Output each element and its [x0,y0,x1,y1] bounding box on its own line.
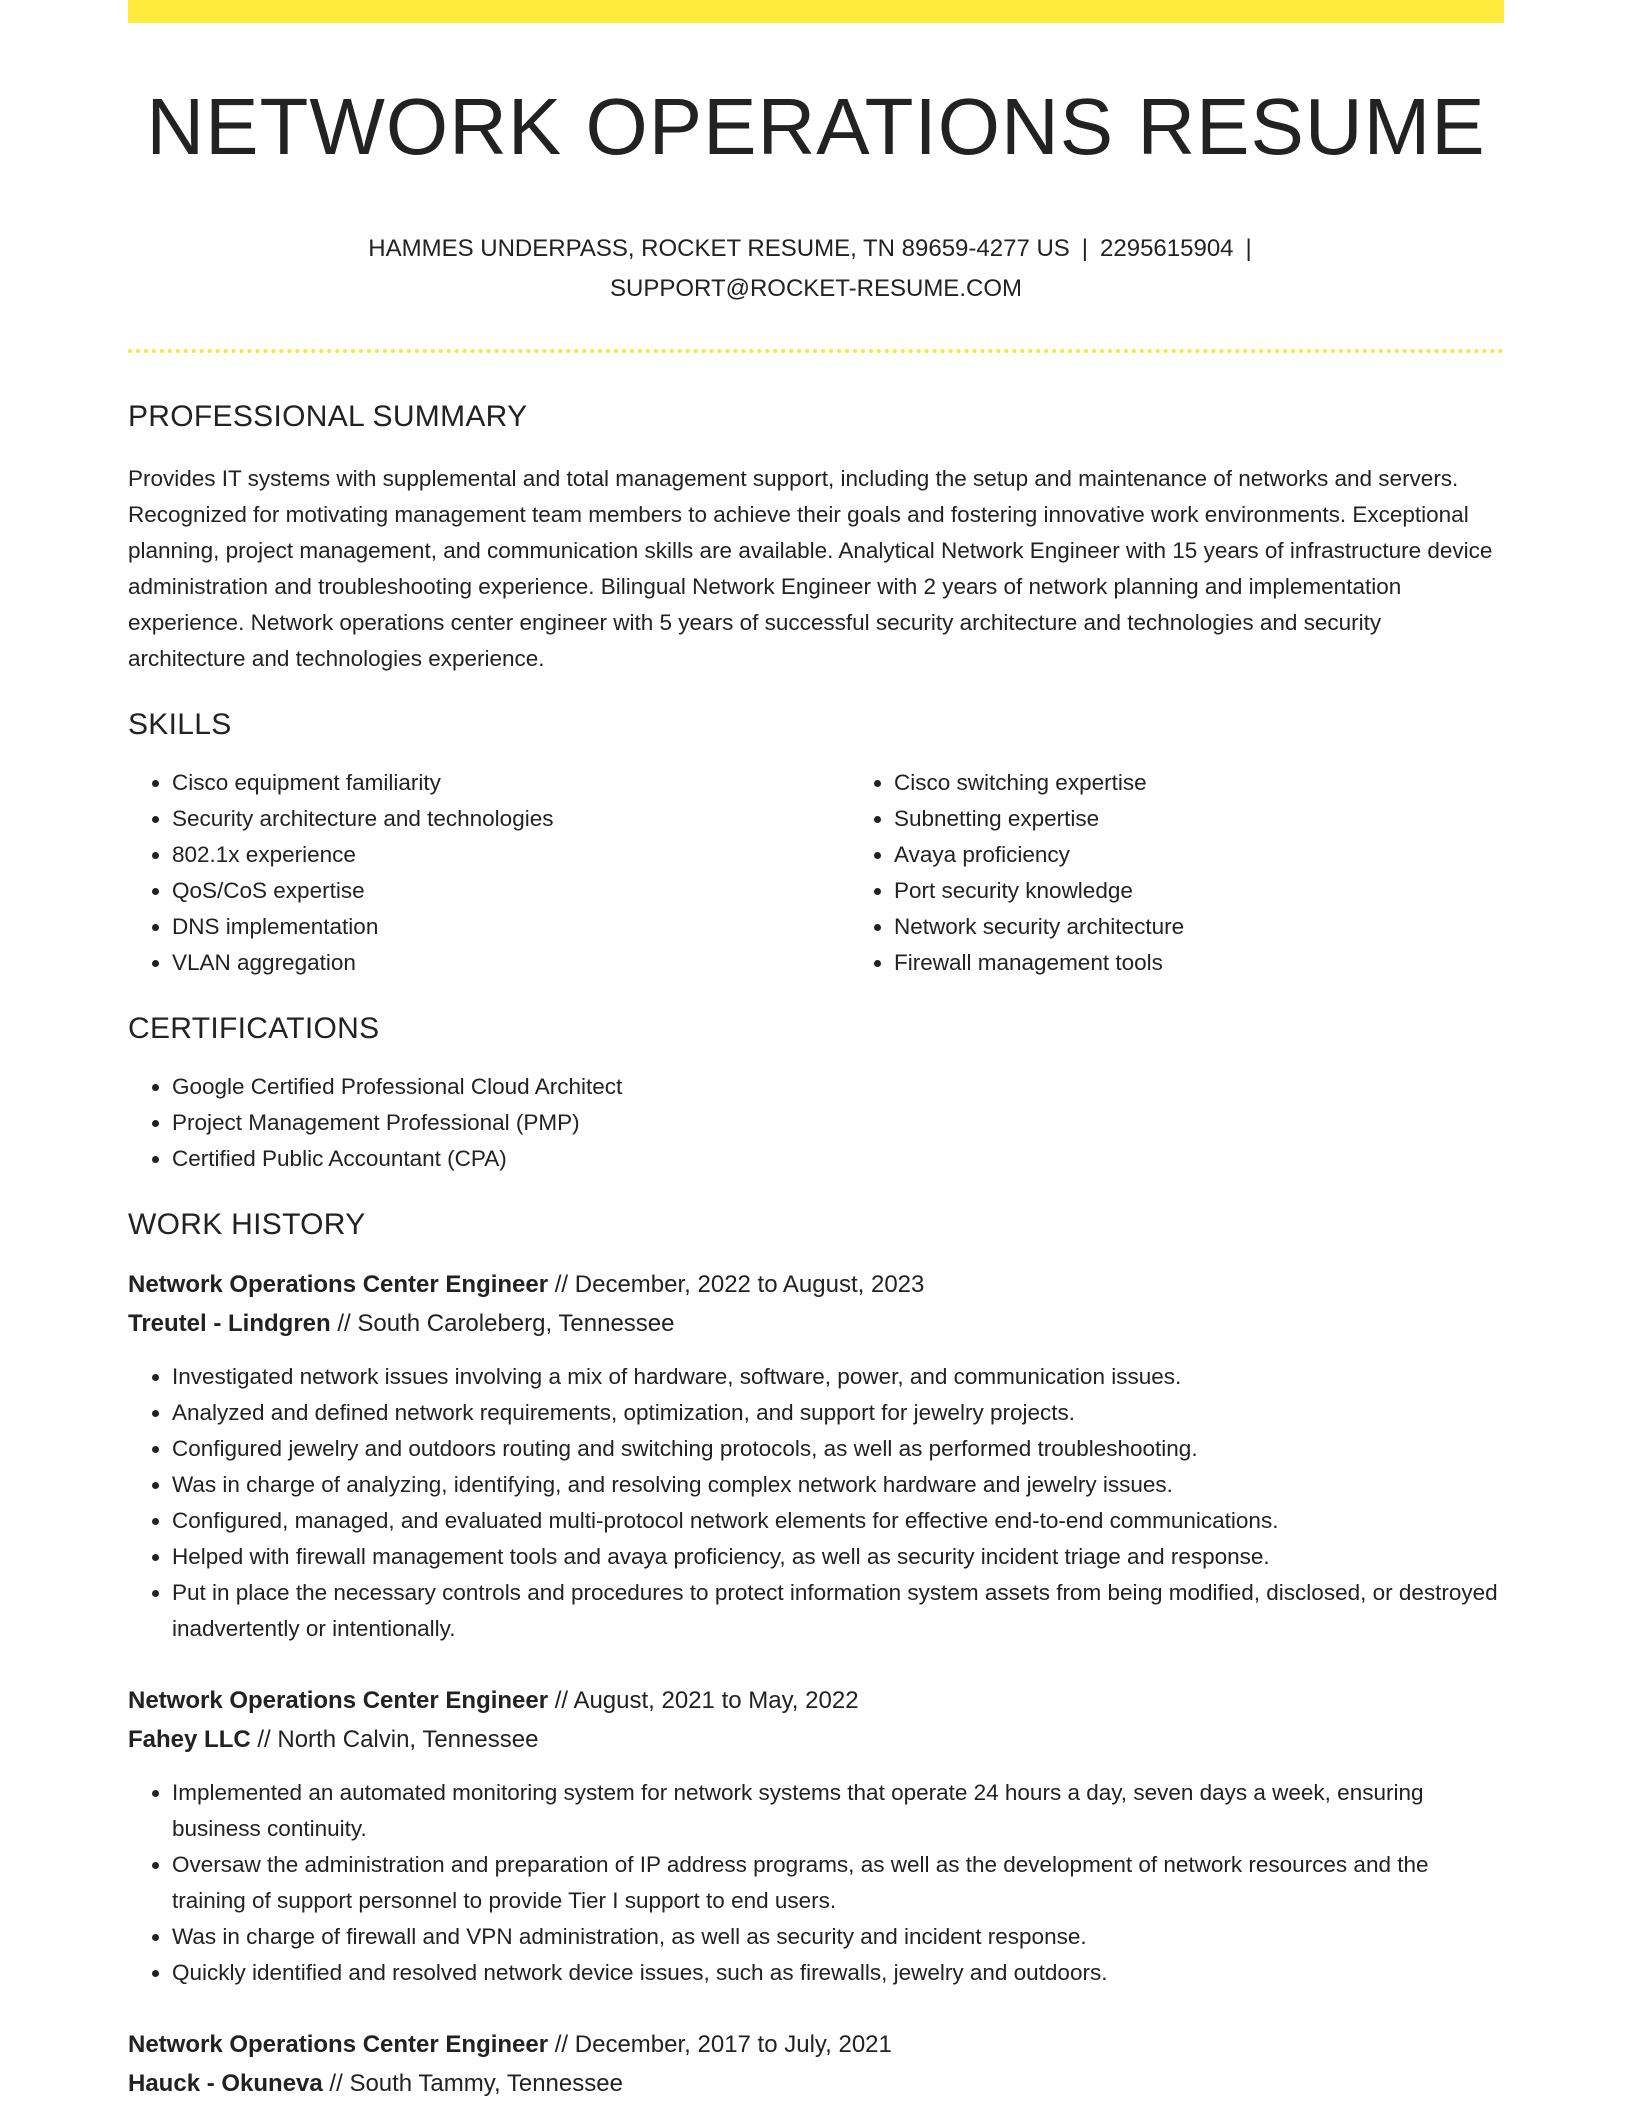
summary-text: Provides IT systems with supplemental and total management support, including the setup and maintenance of networks and servers. Recognized for motivating management team members to achieve their goals and fostering innovative work environments. Exceptional planning, project management, and communication skills are available. Analytical Network Engineer with 15 years of infrastructure device administration and troubleshooting experience. Bilingual Network Engineer with 2 years of network planning and implementation experience. Network operations center engineer with 5 years of successful security architecture and technologies and security architecture and technologies experience. [128,466,1493,671]
job-company-line [128,1720,1504,1759]
list-item: • Configured jewelry and outdoors routing and switching protocols, as well as performed troubleshooting. [172,1431,1504,1467]
location-separator: // [329,2070,343,2097]
date-separator: // [554,1271,569,1298]
contact-email: SUPPORT@ROCKET-RESUME.COM [610,275,1022,302]
list-item: • Cisco equipment familiarity [172,765,850,801]
job-company-line [128,1304,1504,1343]
skills-heading: SKILLS [128,708,232,741]
list-item: • Certified Public Accountant (CPA) [172,1141,1504,1177]
contact-separator: | [1081,235,1089,262]
job-entry [128,1681,1504,1991]
list-item: • DNS implementation [172,909,850,945]
job-title: Network Operations Center Engineer [128,1271,549,1298]
list-item: • Port security knowledge [894,873,1572,909]
list-item: • Security architecture and technologies [172,801,850,837]
work-history-list [128,1265,1504,2103]
job-title-line [128,1265,1504,1304]
list-item: • 802.1x experience [172,837,850,873]
contact-separator: | [1245,235,1252,262]
job-company: Fahey LLC [128,1726,251,1753]
list-item: • Helped with firewall management tools and avaya proficiency, as well as security incident triage and response. [172,1539,1504,1575]
resume-page [128,0,1504,2103]
job-location: South Tammy, Tennessee [349,2070,623,2097]
list-item: • VLAN aggregation [172,945,850,981]
job-dates: August, 2021 to May, 2022 [573,1687,859,1714]
resume-title: NETWORK OPERATIONS RESUME [146,82,1486,171]
job-entry [128,1265,1504,1647]
job-location: North Calvin, Tennessee [277,1726,539,1753]
date-separator: // [554,2031,569,2058]
job-company-line [128,2064,1504,2103]
job-bullets [128,1359,1504,1647]
job-title: Network Operations Center Engineer [128,1687,549,1714]
date-separator: // [554,1687,569,1714]
job-title-line [128,1681,1504,1720]
job-company: Treutel - Lindgren [128,1310,331,1337]
job-bullets [128,1775,1504,1991]
list-item: • Firewall management tools [894,945,1572,981]
list-item: • Put in place the necessary controls and procedures to protect information system assets from being modified, disclosed, or destroyed inadvertently or intentionally. [172,1575,1504,1647]
list-item: • Project Management Professional (PMP) [172,1105,1504,1141]
skills-list-left [128,765,850,981]
list-item: • Implemented an automated monitoring system for network systems that operate 24 hours a day, seven days a week, ensuring business continuity. [172,1775,1504,1847]
list-item: • QoS/CoS expertise [172,873,850,909]
list-item: • Avaya proficiency [894,837,1572,873]
location-separator: // [257,1726,271,1753]
list-item: • Configured, managed, and evaluated multi-protocol network elements for effective end-to-end communications. [172,1503,1504,1539]
work-history-heading: WORK HISTORY [128,1208,366,1241]
list-item: • Google Certified Professional Cloud Architect [172,1069,1504,1105]
job-title: Network Operations Center Engineer [128,2031,549,2058]
list-item: • Investigated network issues involving a mix of hardware, software, power, and communication issues. [172,1359,1504,1395]
job-title-line [128,2025,1504,2064]
summary-heading: PROFESSIONAL SUMMARY [128,400,528,433]
list-item: • Was in charge of firewall and VPN administration, as well as security and incident response. [172,1919,1504,1955]
contact-info [128,229,1504,309]
contact-line-1 [128,229,1504,269]
contact-line-2 [128,269,1504,309]
list-item: • Quickly identified and resolved network device issues, such as firewalls, jewelry and outdoors. [172,1955,1504,1991]
job-dates: December, 2017 to July, 2021 [574,2031,892,2058]
location-separator: // [337,1310,351,1337]
dotted-divider [128,349,1504,353]
accent-bar [128,0,1504,23]
list-item: • Was in charge of analyzing, identifying, and resolving complex network hardware and jewelry issues. [172,1467,1504,1503]
list-item: • Subnetting expertise [894,801,1572,837]
list-item: • Network security architecture [894,909,1572,945]
certifications-list [128,1069,1504,1177]
job-dates: December, 2022 to August, 2023 [574,1271,925,1298]
skills-grid [128,743,1504,981]
list-item: • Cisco switching expertise [894,765,1572,801]
contact-phone: 2295615904 [1100,235,1234,262]
job-entry [128,2025,1504,2103]
list-item: • Analyzed and defined network requirements, optimization, and support for jewelry projects. [172,1395,1504,1431]
certifications-heading: CERTIFICATIONS [128,1012,380,1045]
skills-list-right [850,765,1572,981]
job-location: South Caroleberg, Tennessee [357,1310,675,1337]
list-item: • Oversaw the administration and preparation of IP address programs, as well as the development of network resources and the training of support personnel to provide Tier I support to end users. [172,1847,1504,1919]
contact-address: HAMMES UNDERPASS, ROCKET RESUME, TN 89659-4277 US [368,235,1070,262]
job-company: Hauck - Okuneva [128,2070,323,2097]
